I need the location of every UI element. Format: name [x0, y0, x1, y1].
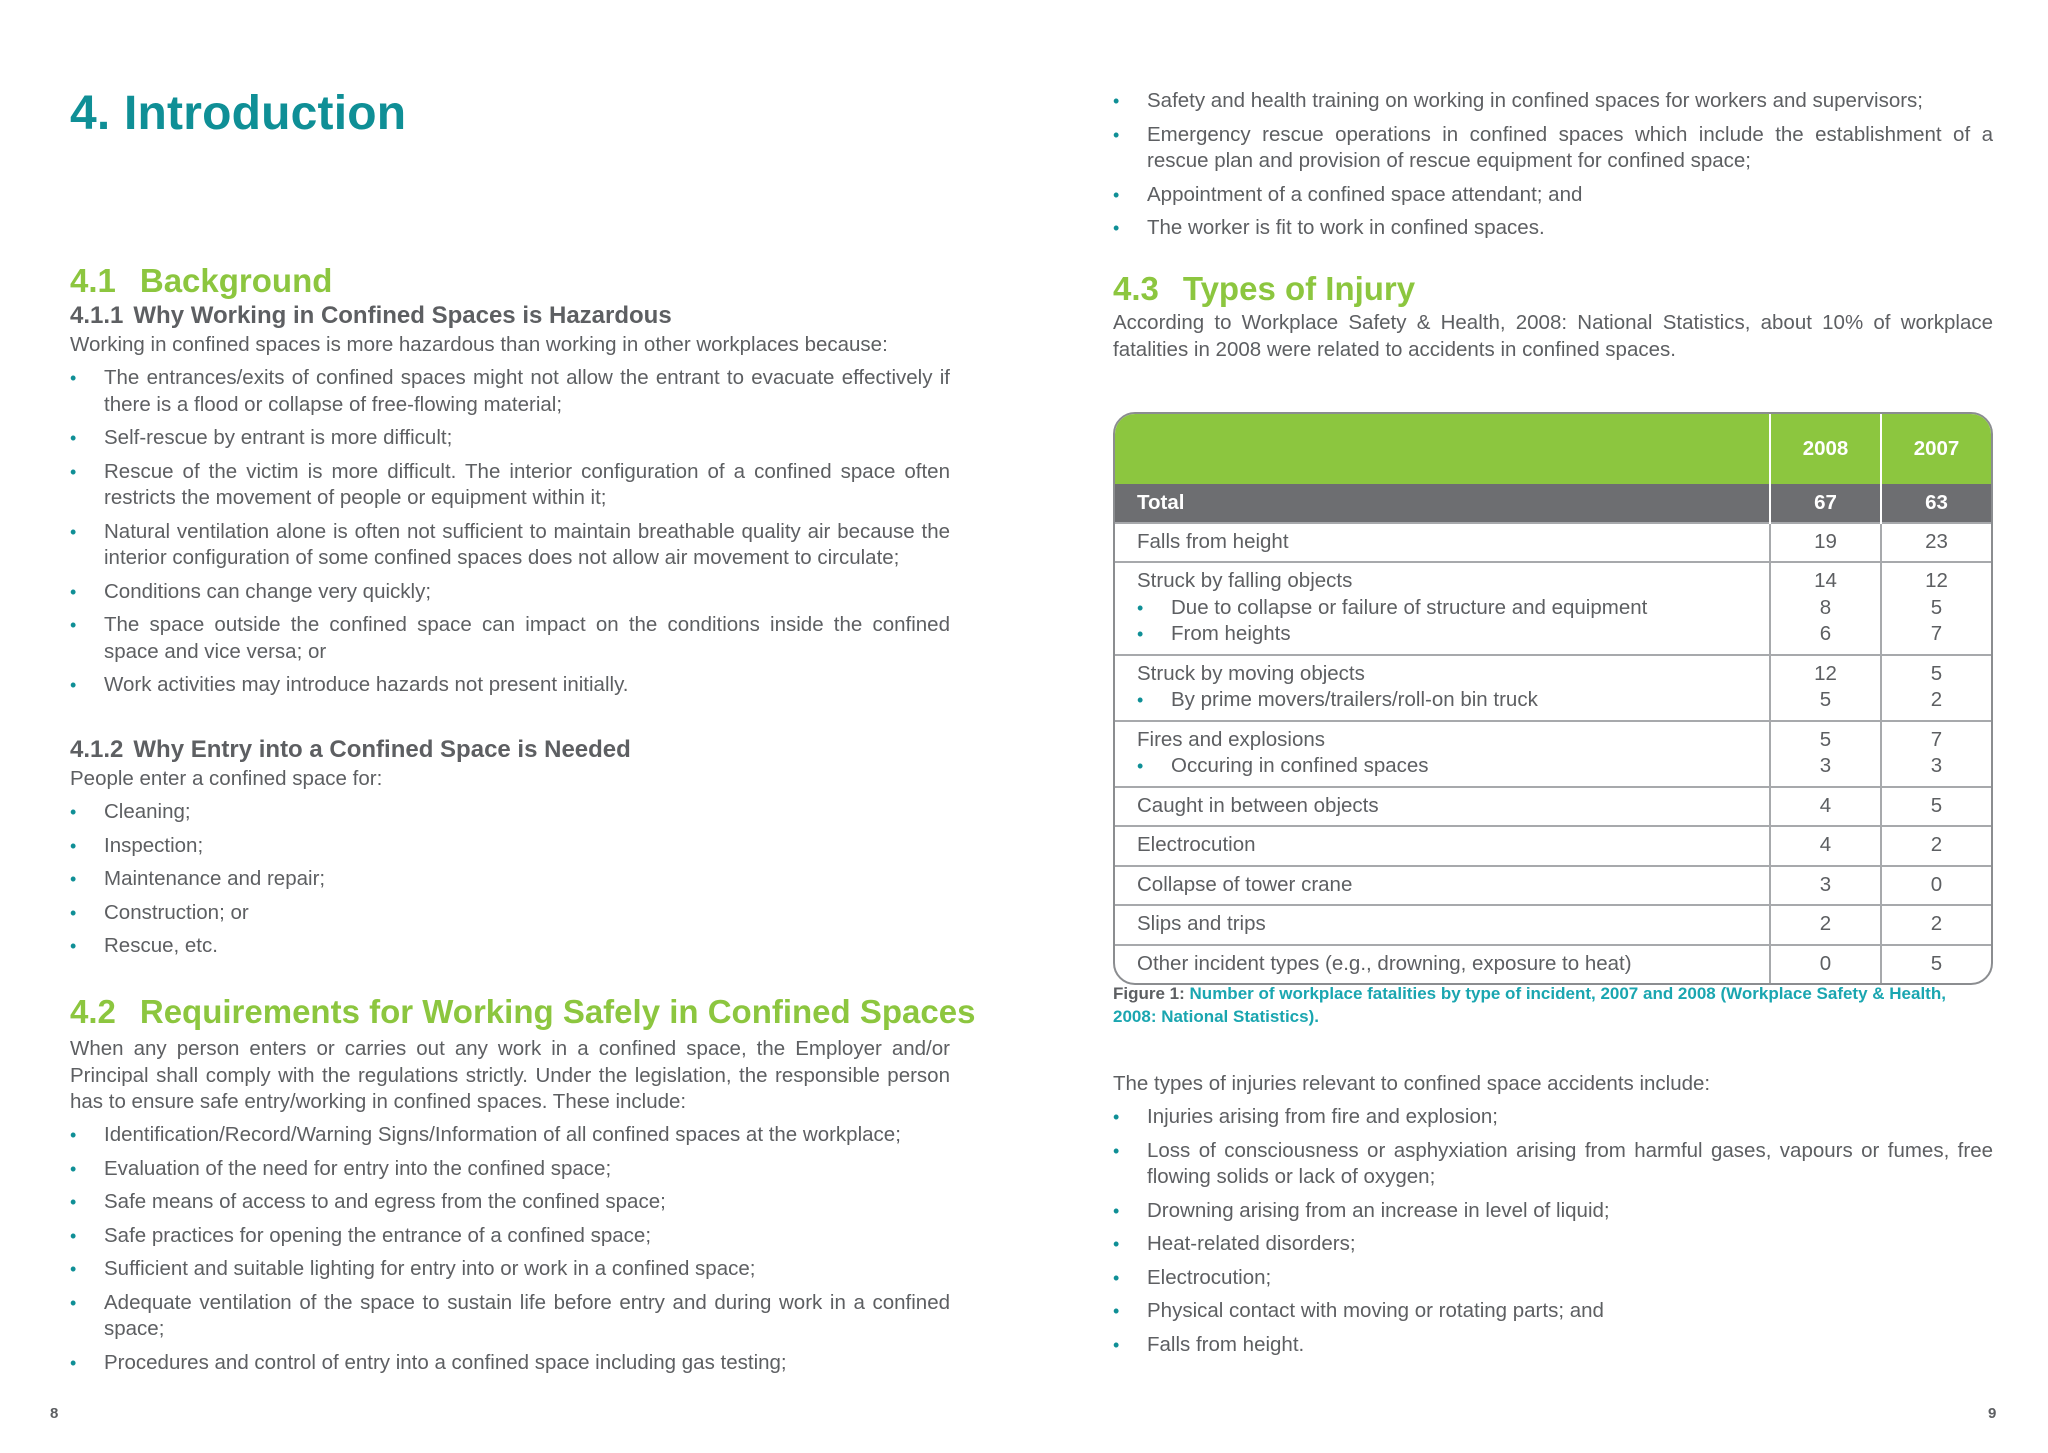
table-sub-item: • From heights: [1137, 621, 1769, 648]
list-item: • Adequate ventilation of the space to sustain life before entry and during work in a confined space;: [70, 1290, 950, 1340]
bullet-icon: •: [70, 615, 77, 635]
bullet-icon: •: [70, 1225, 77, 1246]
bullet-icon: •: [1137, 690, 1144, 710]
table-row: [1115, 945, 1991, 984]
bullet-icon: •: [1113, 1107, 1120, 1127]
table-sub-item: • Occuring in confined spaces: [1137, 753, 1769, 780]
table-cell-2007: 2: [1881, 826, 1991, 866]
list-item: • Rescue of the victim is more difficult. The interior configuration of a confined space often restricts the movement of people or equipment within it;: [70, 459, 950, 509]
bullet-icon: •: [1137, 756, 1144, 776]
table-row: [1115, 721, 1991, 787]
section-title: Types of Injury: [1182, 270, 1416, 307]
injuries-intro: The types of injuries relevant to confined space accidents include:: [1113, 1072, 1711, 1095]
table-cell-label: Fires and explosions • Occuring in confined spaces: [1115, 721, 1770, 787]
list-item: • Maintenance and repair;: [70, 866, 950, 893]
list-item: • Conditions can change very quickly;: [70, 579, 950, 606]
subsection-number: 4.1.2: [70, 736, 124, 763]
bullet-icon: •: [70, 1259, 77, 1279]
table-cell-2008: 2: [1770, 905, 1881, 945]
list-item: • Sufficient and suitable lighting for entry into or work in a confined space;: [70, 1256, 950, 1283]
bullet-icon: •: [70, 835, 77, 856]
list-item: • Rescue, etc.: [70, 933, 950, 960]
chapter-title: 4. Introduction: [70, 87, 407, 140]
injury-stats-table: [1115, 414, 1991, 983]
bullet-icon: •: [1137, 624, 1144, 644]
table-cell-2008: 19: [1770, 523, 1881, 563]
list-item: • Cleaning;: [70, 799, 950, 826]
list-item: • The space outside the confined space can impact on the conditions inside the confined space and vice versa; or: [70, 613, 950, 663]
list-item: • Loss of consciousness or asphyxiation arising from harmful gases, vapours or fumes, free flowing solids or lack of oxygen;: [1113, 1138, 1993, 1188]
subsection-intro: People enter a confined space for:: [70, 767, 383, 790]
bullet-icon: •: [1137, 597, 1144, 618]
bullet-icon: •: [1113, 124, 1120, 145]
table-cell-label: Caught in between objects: [1115, 787, 1770, 827]
bullet-icon: •: [70, 1158, 77, 1179]
figure-caption: [1113, 982, 1993, 1028]
table-cell-2007: 5 2: [1881, 655, 1991, 721]
section-4-1-heading: [70, 262, 332, 300]
table-row: [1115, 826, 1991, 866]
subsection-title: Why Entry into a Confined Space is Needed: [133, 736, 631, 763]
table-cell-2007: 23: [1881, 523, 1991, 563]
bullet-icon: •: [70, 1192, 77, 1212]
section-intro: When any person enters or carries out any work in a confined space, the Employer and/or Principal shall comply with the regulations strictly. Under the legislation, the responsible person has to ensure safe entry/working in confined spaces. These include:: [70, 1037, 950, 1113]
table-cell-label: Struck by falling objects • Due to collapse or failure of structure and equipment • From heights: [1115, 562, 1770, 655]
list-item: • Falls from height.: [1113, 1332, 1993, 1359]
section-4-3-heading: [1113, 270, 1415, 308]
injury-table: [1113, 412, 1993, 985]
table-header-label: [1115, 414, 1770, 484]
table-cell-2008: 4: [1770, 787, 1881, 827]
table-header-row: [1115, 414, 1991, 484]
list-item: • The worker is fit to work in confined spaces.: [1113, 215, 1993, 242]
list-item: • Identification/Record/Warning Signs/Information of all confined spaces at the workplace;: [70, 1122, 950, 1149]
table-cell-2008: 5 3: [1770, 721, 1881, 787]
table-sub-item: • Due to collapse or failure of structure and equipment: [1137, 595, 1769, 622]
bullet-icon: •: [1113, 218, 1120, 238]
table-cell-label: Total: [1115, 484, 1770, 523]
section-number: 4.3: [1113, 270, 1159, 307]
table-cell-2007: 63: [1881, 484, 1991, 523]
list-item: • Construction; or: [70, 900, 950, 927]
bullet-icon: •: [1113, 1200, 1120, 1221]
section-intro: According to Workplace Safety & Health, 2008: National Statistics, about 10% of workplace fatalities in 2008 were related to accidents in confined spaces.: [1113, 311, 1993, 361]
list-item: • Physical contact with moving or rotating parts; and: [1113, 1298, 1993, 1325]
bullet-icon: •: [1113, 1301, 1120, 1321]
list-item: • Evaluation of the need for entry into the confined space;: [70, 1156, 950, 1183]
table-header-2007: 2007: [1881, 414, 1991, 484]
list-item: • Work activities may introduce hazards not present initially.: [70, 672, 950, 699]
table-cell-label: Collapse of tower crane: [1115, 866, 1770, 906]
entry-reasons-list: [70, 799, 950, 967]
table-row: [1115, 562, 1991, 655]
table-cell-2008: 3: [1770, 866, 1881, 906]
bullet-icon: •: [70, 1292, 77, 1313]
section-number: 4.2: [70, 993, 116, 1030]
list-item: • Heat-related disorders;: [1113, 1231, 1993, 1258]
list-item: • Safe means of access to and egress from the confined space;: [70, 1189, 950, 1216]
list-item: • Emergency rescue operations in confined spaces which include the establishment of a rescue plan and provision of rescue equipment for confined space;: [1113, 122, 1993, 172]
bullet-icon: •: [1113, 1234, 1120, 1254]
table-row: [1115, 523, 1991, 563]
table-cell-2007: 7 3: [1881, 721, 1991, 787]
table-cell-2008: 0: [1770, 945, 1881, 984]
subsection-title: Why Working in Confined Spaces is Hazardous: [133, 302, 672, 329]
table-cell-label: Falls from height: [1115, 523, 1770, 563]
requirements-list-continued: [1113, 88, 1993, 249]
bullet-icon: •: [70, 461, 77, 482]
list-item: • Natural ventilation alone is often not sufficient to maintain breathable quality air because the interior configuration of some confined spaces does not allow air movement to circulate;: [70, 519, 950, 569]
bullet-icon: •: [1113, 91, 1120, 111]
list-item: • Safe practices for opening the entrance of a confined space;: [70, 1223, 950, 1250]
table-cell-2008: 14 8 6: [1770, 562, 1881, 655]
table-sub-item: • By prime movers/trailers/roll-on bin truck: [1137, 687, 1769, 714]
table-row: [1115, 787, 1991, 827]
list-item: • Safety and health training on working in confined spaces for workers and supervisors;: [1113, 88, 1993, 115]
list-item: • Appointment of a confined space attendant; and: [1113, 182, 1993, 209]
subsection-number: 4.1.1: [70, 302, 124, 329]
list-item: • Procedures and control of entry into a confined space including gas testing;: [70, 1350, 950, 1377]
bullet-icon: •: [1113, 1334, 1120, 1355]
table-header-2008: 2008: [1770, 414, 1881, 484]
bullet-icon: •: [70, 1352, 77, 1373]
table-cell-label: Slips and trips: [1115, 905, 1770, 945]
bullet-icon: •: [70, 521, 77, 542]
hazard-list: [70, 365, 950, 706]
table-cell-2008: 4: [1770, 826, 1881, 866]
bullet-icon: •: [70, 428, 77, 448]
table-row: [1115, 866, 1991, 906]
table-row: [1115, 655, 1991, 721]
table-cell-2008: 67: [1770, 484, 1881, 523]
subsection-4-1-2-heading: [70, 736, 631, 764]
bullet-icon: •: [70, 802, 77, 822]
list-item: • Injuries arising from fire and explosion;: [1113, 1104, 1993, 1131]
table-cell-2007: 2: [1881, 905, 1991, 945]
list-item: • Drowning arising from an increase in level of liquid;: [1113, 1198, 1993, 1225]
bullet-icon: •: [70, 675, 77, 695]
page-number: 9: [1988, 1405, 1997, 1422]
bullet-icon: •: [70, 902, 77, 923]
table-cell-label: Other incident types (e.g., drowning, exposure to heat): [1115, 945, 1770, 984]
section-title: Background: [139, 262, 333, 299]
requirements-list: [70, 1122, 950, 1383]
figure-caption-label: Figure 1:: [1113, 984, 1185, 1003]
table-row: [1115, 905, 1991, 945]
list-item: • The entrances/exits of confined spaces might not allow the entrant to evacuate effectively if there is a flood or collapse of free-flowing material;: [70, 366, 950, 416]
subsection-4-1-1-heading: [70, 302, 672, 330]
bullet-icon: •: [70, 936, 77, 956]
subsection-intro: Working in confined spaces is more hazardous than working in other workplaces because:: [70, 333, 888, 356]
page-number: 8: [50, 1405, 59, 1422]
section-title: Requirements for Working Safely in Confined Spaces: [139, 993, 976, 1030]
bullet-icon: •: [70, 869, 77, 889]
table-cell-2007: 5: [1881, 787, 1991, 827]
section-number: 4.1: [70, 262, 116, 299]
table-total-row: [1115, 484, 1991, 523]
bullet-icon: •: [1113, 1140, 1120, 1161]
figure-caption-text: Number of workplace fatalities by type of incident, 2007 and 2008 (Workplace Safety & Health, 2008: National Statistics).: [1113, 984, 1946, 1026]
table-cell-label: Electrocution: [1115, 826, 1770, 866]
bullet-icon: •: [70, 1125, 77, 1145]
table-cell-2007: 12 5 7: [1881, 562, 1991, 655]
list-item: • Electrocution;: [1113, 1265, 1993, 1292]
list-item: • Inspection;: [70, 833, 950, 860]
bullet-icon: •: [70, 581, 77, 602]
bullet-icon: •: [70, 368, 77, 388]
bullet-icon: •: [1113, 184, 1120, 205]
table-cell-2007: 5: [1881, 945, 1991, 984]
section-4-2-heading: [70, 993, 975, 1031]
injuries-list: [1113, 1104, 1993, 1365]
bullet-icon: •: [1113, 1267, 1120, 1288]
list-item: • Self-rescue by entrant is more difficult;: [70, 425, 950, 452]
table-cell-2008: 12 5: [1770, 655, 1881, 721]
table-cell-label: Struck by moving objects • By prime movers/trailers/roll-on bin truck: [1115, 655, 1770, 721]
table-cell-2007: 0: [1881, 866, 1991, 906]
